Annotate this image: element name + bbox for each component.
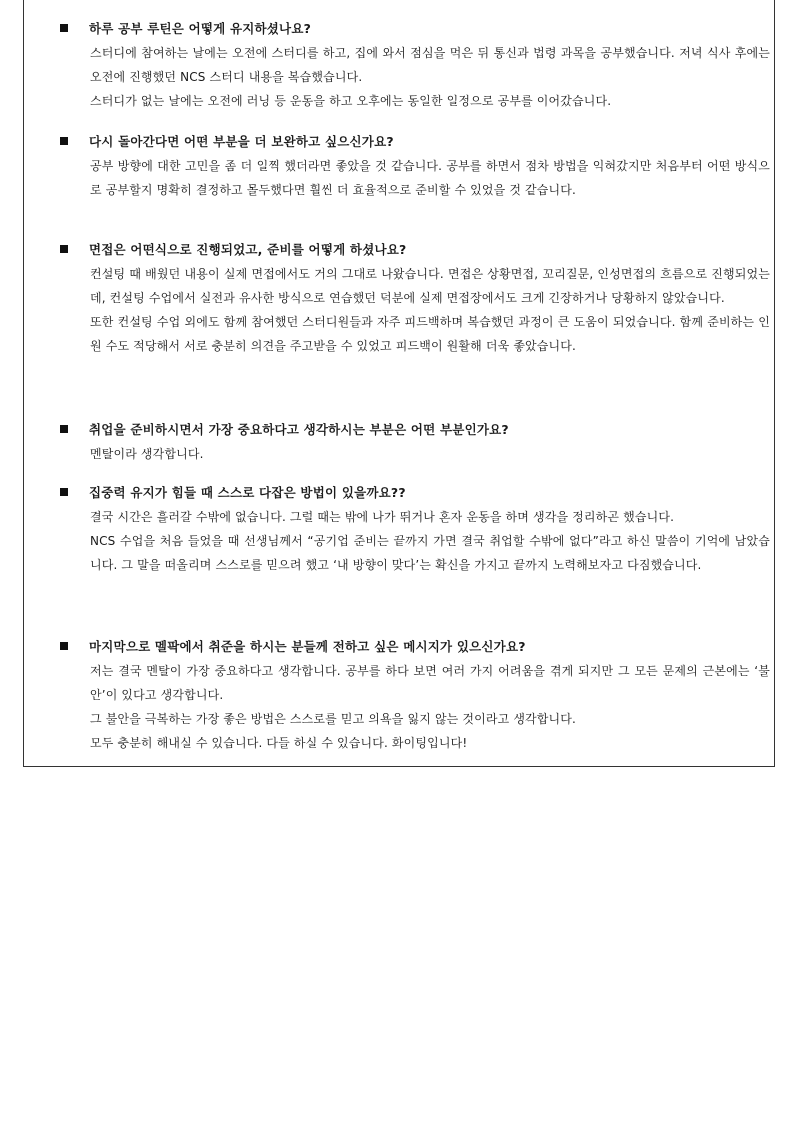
answer-paragraph: 그 불안을 극복하는 가장 좋은 방법은 스스로를 믿고 의욕을 잃지 않는 것이라고 생각합니다.: [90, 712, 576, 726]
question-text: 면접은 어떤식으로 진행되었고, 준비를 어떻게 하셨나요?: [89, 242, 407, 257]
answer-paragraph: NCS 수업을 처음 들었을 때 선생님께서 “공기업 준비는 끝까지 가면 결국 취업할 수밖에 없다”라고 하신 말씀이 기억에 남았습니다. 그 말을 떠올리며 스스로를 믿으려 했고 ‘내 방향이 맞다’는 확신을 가지고 끝까지 노력해보자고 다짐했습니다.: [90, 534, 770, 572]
question-text: 하루 공부 루틴은 어떻게 유지하셨나요?: [89, 21, 312, 36]
answer-text: [90, 154, 770, 202]
answer-paragraph: 스터디가 없는 날에는 오전에 러닝 등 운동을 하고 오후에는 동일한 일정으로 공부를 이어갔습니다.: [90, 94, 612, 108]
answer-paragraph: 멘탈이라 생각합니다.: [90, 447, 204, 461]
question-row: [24, 241, 774, 263]
interview-box: [23, 0, 775, 767]
question-row: [24, 638, 774, 660]
answer-paragraph: 모두 충분히 해내실 수 있습니다. 다들 하실 수 있습니다. 화이팅입니다!: [90, 736, 468, 750]
square-bullet-icon: [60, 488, 68, 496]
question-row: [24, 421, 774, 443]
question-text: 마지막으로 멜팍에서 취준을 하시는 분들께 전하고 싶은 메시지가 있으신가요?: [89, 639, 526, 654]
question-text: 집중력 유지가 힘들 때 스스로 다잡은 방법이 있을까요??: [89, 485, 406, 500]
answer-paragraph: 공부 방향에 대한 고민을 좀 더 일찍 했더라면 좋았을 것 같습니다. 공부를 하면서 점차 방법을 익혀갔지만 처음부터 어떤 방식으로 공부할지 명확히 결정하고 몰두했다면 훨씬 더 효율적으로 준비할 수 있었을 것 같습니다.: [90, 159, 770, 197]
answer-paragraph: 컨설팅 때 배웠던 내용이 실제 면접에서도 거의 그대로 나왔습니다. 면접은 상황면접, 꼬리질문, 인성면접의 흐름으로 진행되었는데, 컨설팅 수업에서 실전과 유사한 방식으로 연습했던 덕분에 실제 면접장에서도 크게 긴장하거나 당황하지 않았습니다.: [90, 267, 770, 305]
answer-text: [90, 262, 770, 358]
question-text: 취업을 준비하시면서 가장 중요하다고 생각하시는 부분은 어떤 부분인가요?: [89, 422, 509, 437]
answer-paragraph: 저는 결국 멘탈이 가장 중요하다고 생각합니다. 공부를 하다 보면 여러 가지 어려움을 겪게 되지만 그 모든 문제의 근본에는 ‘불안’이 있다고 생각합니다.: [90, 664, 770, 702]
square-bullet-icon: [60, 24, 68, 32]
question-row: [24, 20, 774, 42]
answer-paragraph: 스터디에 참여하는 날에는 오전에 스터디를 하고, 집에 와서 점심을 먹은 뒤 통신과 법령 과목을 공부했습니다. 저녁 식사 후에는 오전에 진행했던 NCS 스터디 내용을 복습했습니다.: [90, 46, 770, 84]
answer-paragraph: 결국 시간은 흘러갈 수밖에 없습니다. 그럴 때는 밖에 나가 뛰거나 혼자 운동을 하며 생각을 정리하곤 했습니다.: [90, 510, 675, 524]
square-bullet-icon: [60, 425, 68, 433]
answer-paragraph: 또한 컨설팅 수업 외에도 함께 참여했던 스터디원들과 자주 피드백하며 복습했던 과정이 큰 도움이 되었습니다. 함께 준비하는 인원 수도 적당해서 서로 충분히 의견을 주고받을 수 있었고 피드백이 원활해 더욱 좋았습니다.: [90, 315, 770, 353]
answer-text: [90, 442, 770, 466]
square-bullet-icon: [60, 137, 68, 145]
question-row: [24, 484, 774, 506]
square-bullet-icon: [60, 642, 68, 650]
square-bullet-icon: [60, 245, 68, 253]
question-row: [24, 133, 774, 155]
answer-text: [90, 505, 770, 577]
answer-text: [90, 41, 770, 113]
question-text: 다시 돌아간다면 어떤 부분을 더 보완하고 싶으신가요?: [89, 134, 394, 149]
answer-text: [90, 659, 770, 755]
